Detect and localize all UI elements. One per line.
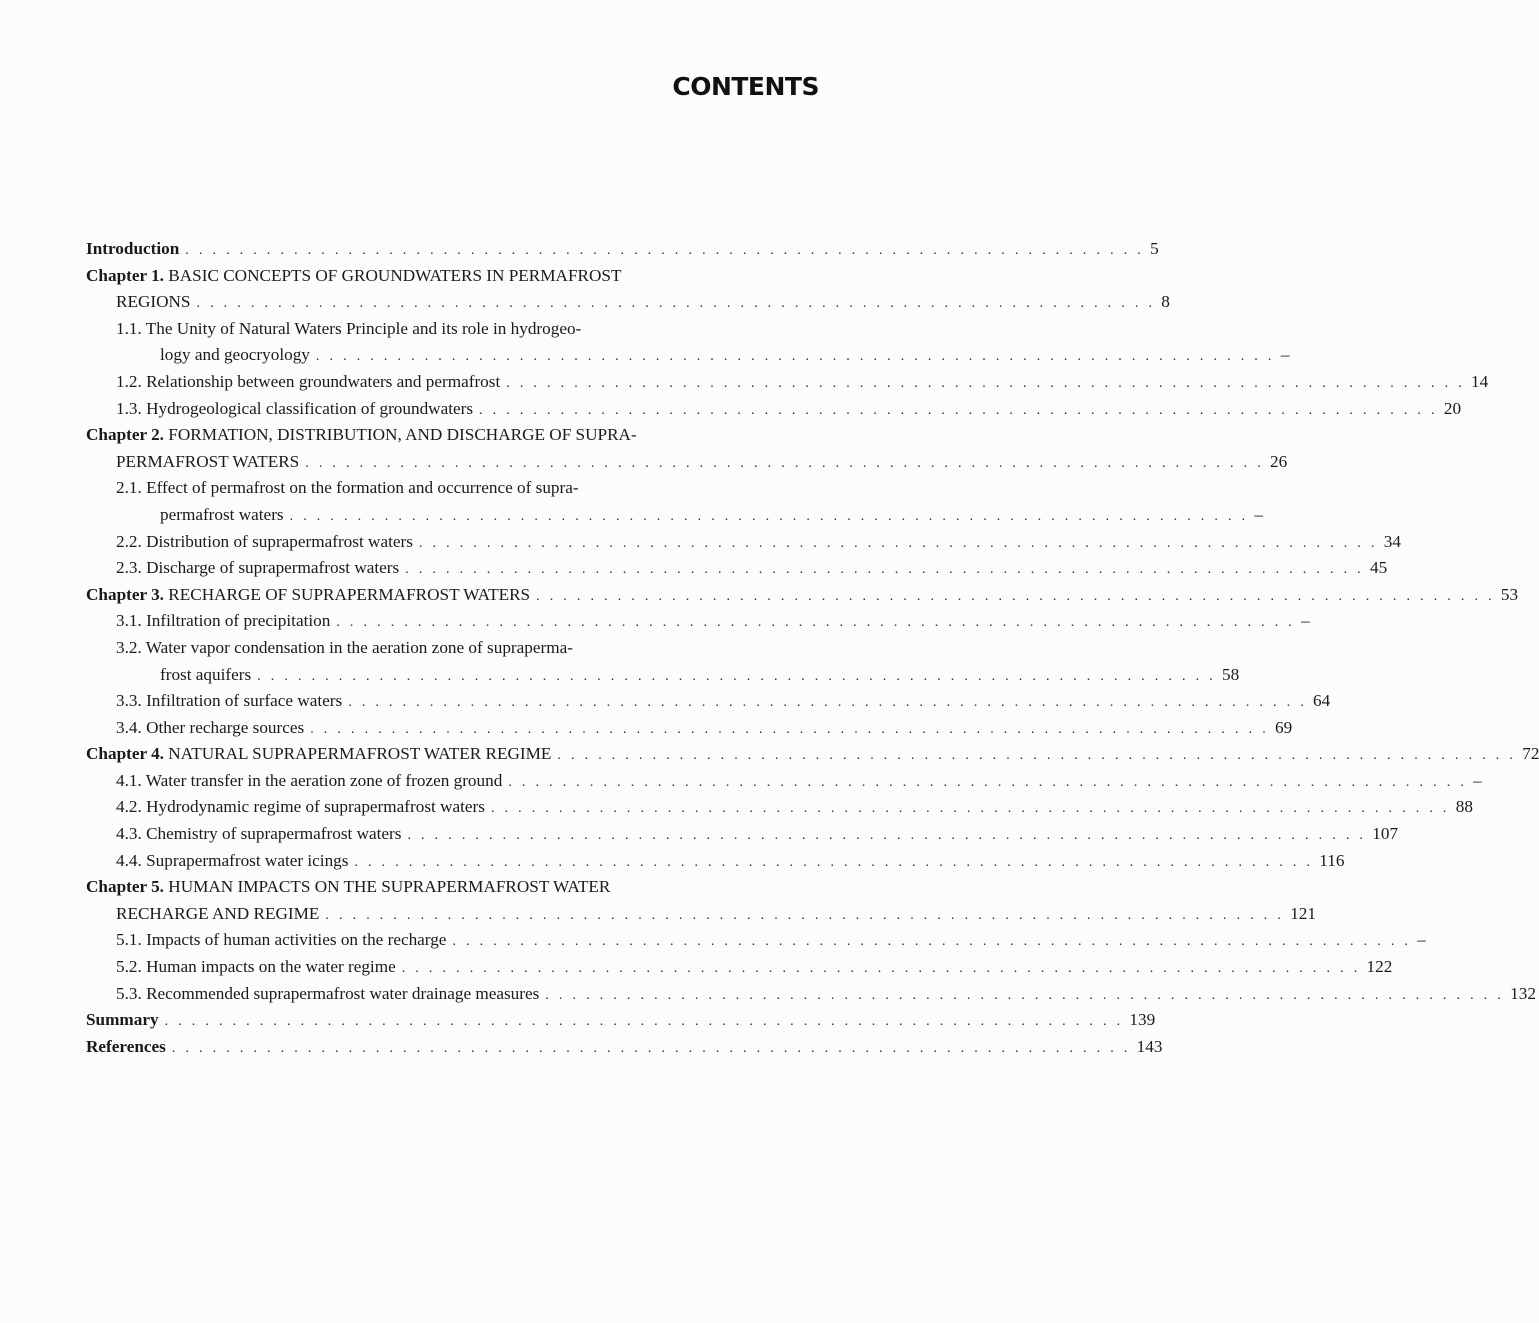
section-number: 4.3. bbox=[116, 824, 142, 844]
entry-label-bold: Chapter 3. bbox=[86, 584, 164, 604]
entry-title: NATURAL SUPRAPERMAFROST WATER REGIME bbox=[163, 744, 552, 764]
entry-title: Impacts of human activities on the recharge bbox=[141, 930, 447, 950]
toc-entry bbox=[86, 741, 1539, 768]
dot-leader: . . . . . . . . . . . . . . . . . . . . . . . . . . . . . . . . . . . . . . . . . . . . . . . . . . . . . . . . . . . . . . . . . . . . . . . bbox=[257, 668, 1216, 684]
dot-leader: . . . . . . . . . . . . . . . . . . . . . . . . . . . . . . . . . . . . . . . . . . . . . . . . . . . . . . . . . . . . . . . . . . . . . . . bbox=[452, 934, 1412, 950]
toc-entry bbox=[86, 662, 1240, 689]
section-number: 4.2. bbox=[116, 797, 142, 817]
dot-leader: . . . . . . . . . . . . . . . . . . . . . . . . . . . . . . . . . . . . . . . . . . . . . . . . . . . . . . . . . . . . . . . . . . . . . . . bbox=[315, 349, 1275, 365]
entry-title: HUMAN IMPACTS ON THE SUPRAPERMAFROST WATER bbox=[163, 877, 611, 897]
toc-entry bbox=[86, 715, 1293, 742]
toc-entry bbox=[86, 342, 1290, 369]
toc-entry bbox=[86, 582, 1519, 609]
entry-title: Water vapor condensation in the aeration zone of suprаperma- bbox=[141, 637, 573, 657]
dot-leader: . . . . . . . . . . . . . . . . . . . . . . . . . . . . . . . . . . . . . . . . . . . . . . . . . . . . . . . . . . . . . . . . . . . . . . . bbox=[490, 801, 1450, 817]
page-number: 58 bbox=[1221, 664, 1240, 684]
toc-entry bbox=[86, 263, 819, 290]
section-number: 3.2. bbox=[116, 637, 142, 657]
toc-entry bbox=[86, 555, 1388, 582]
dot-leader: . . . . . . . . . . . . . . . . . . . . . . . . . . . . . . . . . . . . . . . . . . . . . . . . . . . . . . . . . . . . . . . . . . . . . . . bbox=[545, 987, 1505, 1003]
page-number: – bbox=[1301, 611, 1310, 631]
toc-entry bbox=[86, 954, 1393, 981]
entry-title: Recommended suprapermafrost water drainage measures bbox=[141, 983, 540, 1003]
toc-entry bbox=[86, 688, 1331, 715]
entry-label-bold: Chapter 2. bbox=[86, 425, 164, 445]
toc-entry bbox=[86, 316, 819, 343]
dot-leader: . . . . . . . . . . . . . . . . . . . . . . . . . . . . . . . . . . . . . . . . . . . . . . . . . . . . . . . . . . . . . . . . . . . . . . . bbox=[405, 562, 1364, 578]
page-number: 132 bbox=[1510, 983, 1536, 1003]
entry-title: frost aquifers bbox=[160, 664, 252, 684]
entry-title: REGIONS bbox=[116, 292, 191, 312]
toc-entry bbox=[86, 1007, 1156, 1034]
page-number: 88 bbox=[1455, 797, 1473, 817]
toc-entry bbox=[86, 981, 1536, 1008]
page-number: 5 bbox=[1150, 239, 1159, 258]
page-number: 34 bbox=[1383, 531, 1401, 551]
entry-title: FORMATION, DISTRIBUTION, AND DISCHARGE OF SUPRA- bbox=[163, 425, 637, 445]
entry-title: Water transfer in the aeration zone of frozen ground bbox=[141, 770, 503, 790]
toc-entry bbox=[86, 874, 819, 901]
toc-entry bbox=[86, 608, 1310, 635]
entry-title: RECHARGE OF SUPRAPERMAFROST WATERS bbox=[163, 584, 531, 604]
section-number: 3.1. bbox=[116, 611, 142, 631]
page-number: 139 bbox=[1129, 1010, 1156, 1030]
section-number: 1.3. bbox=[116, 398, 142, 418]
entry-title: permafrost waters bbox=[160, 504, 284, 524]
entry-title: Discharge of suprapermafrost waters bbox=[141, 558, 400, 578]
section-number: 3.3. bbox=[116, 691, 142, 711]
entry-label-bold: Chapter 1. bbox=[86, 265, 164, 285]
entry-title: Effect of permafrost on the formation and occurrence of supra- bbox=[141, 478, 579, 498]
section-number: 2.2. bbox=[116, 531, 142, 551]
toc-entry bbox=[86, 848, 1345, 875]
entry-title: Hydrodynamic regime of suprapermafrost waters bbox=[141, 797, 485, 817]
page-number: 69 bbox=[1275, 717, 1293, 737]
entry-title: Hydrogeological classification of groundwaters bbox=[141, 398, 474, 418]
entry-title: Infiltration of surface waters bbox=[141, 691, 343, 711]
toc-entry bbox=[86, 821, 1399, 848]
dot-leader: . . . . . . . . . . . . . . . . . . . . . . . . . . . . . . . . . . . . . . . . . . . . . . . . . . . . . . . . . . . . . . . . . . . . . . . bbox=[164, 1014, 1124, 1030]
dot-leader: . . . . . . . . . . . . . . . . . . . . . . . . . . . . . . . . . . . . . . . . . . . . . . . . . . . . . . . . . . . . . . . . . . . . . . . bbox=[418, 535, 1378, 551]
entry-title: Relationship between groundwaters and permafrost bbox=[141, 371, 501, 391]
section-number: 2.3. bbox=[116, 558, 142, 578]
toc-entry bbox=[86, 369, 1489, 396]
table-of-contents bbox=[86, 236, 1539, 1060]
entry-title: Infiltration of precipitation bbox=[141, 611, 331, 631]
toc-entry bbox=[86, 396, 1462, 423]
toc-entry bbox=[86, 1034, 1163, 1061]
entry-title: Suprapermafrost water icings bbox=[141, 850, 349, 870]
page-number: 8 bbox=[1161, 292, 1170, 312]
dot-leader: . . . . . . . . . . . . . . . . . . . . . . . . . . . . . . . . . . . . . . . . . . . . . . . . . . . . . . . . . . . . . . . . . . . . . . . bbox=[305, 455, 1265, 471]
entry-title: Chemistry of suprapermafrost waters bbox=[141, 824, 402, 844]
entry-label-bold: References bbox=[86, 1036, 166, 1056]
section-number: 4.1. bbox=[116, 770, 142, 790]
page-number: – bbox=[1254, 504, 1264, 524]
page-title: CONTENTS bbox=[672, 72, 819, 101]
page-number: 143 bbox=[1136, 1036, 1163, 1056]
section-number: 5.2. bbox=[116, 957, 142, 977]
section-number: 2.1. bbox=[116, 478, 142, 498]
page-number: 14 bbox=[1471, 371, 1489, 391]
dot-leader: . . . . . . . . . . . . . . . . . . . . . . . . . . . . . . . . . . . . . . . . . . . . . . . . . . . . . . . . . . . . . . . . . . . . . . . bbox=[506, 375, 1466, 391]
page-number: 116 bbox=[1319, 850, 1345, 870]
dot-leader: . . . . . . . . . . . . . . . . . . . . . . . . . . . . . . . . . . . . . . . . . . . . . . . . . . . . . . . . . . . . . . . . . . . . . . . bbox=[171, 1040, 1131, 1056]
dot-leader: . . . . . . . . . . . . . . . . . . . . . . . . . . . . . . . . . . . . . . . . . . . . . . . . . . . . . . . . . . . . . . . . . . . . . . . bbox=[325, 907, 1285, 923]
dot-leader: . . . . . . . . . . . . . . . . . . . . . . . . . . . . . . . . . . . . . . . . . . . . . . . . . . . . . . . . . . . . . . . . . . . . . . . bbox=[185, 243, 1145, 258]
dot-leader: . . . . . . . . . . . . . . . . . . . . . . . . . . . . . . . . . . . . . . . . . . . . . . . . . . . . . . . . . . . . . . . . . . . . . . . bbox=[407, 828, 1367, 844]
dot-leader: . . . . . . . . . . . . . . . . . . . . . . . . . . . . . . . . . . . . . . . . . . . . . . . . . . . . . . . . . . . . . . . . . . . . . . . bbox=[310, 721, 1270, 737]
toc-entry bbox=[86, 502, 1264, 529]
section-number: 3.4. bbox=[116, 717, 142, 737]
section-number: 1.2. bbox=[116, 371, 142, 391]
entry-title: Distribution of suprapermafrost waters bbox=[141, 531, 413, 551]
entry-label-bold: Summary bbox=[86, 1010, 159, 1030]
section-number: 1.1. bbox=[116, 318, 142, 338]
page-number: – bbox=[1473, 770, 1482, 790]
entry-label-bold: Chapter 4. bbox=[86, 744, 164, 764]
page-number: 107 bbox=[1372, 824, 1399, 844]
dot-leader: . . . . . . . . . . . . . . . . . . . . . . . . . . . . . . . . . . . . . . . . . . . . . . . . . . . . . . . . . . . . . . . . . . . . . . . bbox=[348, 695, 1308, 711]
toc-entry bbox=[86, 529, 1401, 556]
page-number: 121 bbox=[1290, 903, 1316, 923]
toc-entry bbox=[86, 927, 1426, 954]
entry-title: BASIC CONCEPTS OF GROUNDWATERS IN PERMAFROST bbox=[163, 265, 622, 285]
dot-leader: . . . . . . . . . . . . . . . . . . . . . . . . . . . . . . . . . . . . . . . . . . . . . . . . . . . . . . . . . . . . . . . . . . . . . . . bbox=[508, 774, 1468, 790]
toc-entry bbox=[86, 901, 1316, 928]
entry-title: Other recharge sources bbox=[141, 717, 305, 737]
dot-leader: . . . . . . . . . . . . . . . . . . . . . . . . . . . . . . . . . . . . . . . . . . . . . . . . . . . . . . . . . . . . . . . . . . . . . . . bbox=[479, 402, 1438, 418]
toc-entry bbox=[86, 768, 1482, 795]
entry-title: PERMAFROST WATERS bbox=[116, 451, 300, 471]
page-number: 20 bbox=[1443, 398, 1462, 418]
section-number: 5.1. bbox=[116, 930, 142, 950]
toc-entry bbox=[86, 794, 1473, 821]
page-number: 122 bbox=[1366, 957, 1393, 977]
section-number: 5.3. bbox=[116, 983, 142, 1003]
page-number: 72 bbox=[1522, 744, 1539, 764]
page-number: 45 bbox=[1370, 558, 1388, 578]
page-number: – bbox=[1280, 345, 1290, 365]
entry-label-bold: Introduction bbox=[86, 239, 180, 258]
toc-entry bbox=[86, 475, 819, 502]
page-number: 64 bbox=[1313, 691, 1331, 711]
toc-entry bbox=[86, 449, 1288, 476]
dot-leader: . . . . . . . . . . . . . . . . . . . . . . . . . . . . . . . . . . . . . . . . . . . . . . . . . . . . . . . . . . . . . . . . . . . . . . . bbox=[401, 961, 1361, 977]
dot-leader: . . . . . . . . . . . . . . . . . . . . . . . . . . . . . . . . . . . . . . . . . . . . . . . . . . . . . . . . . . . . . . . . . . . . . . . bbox=[354, 854, 1314, 870]
entry-label-bold: Chapter 5. bbox=[86, 877, 164, 897]
page-number: – bbox=[1417, 930, 1426, 950]
page-number: 26 bbox=[1270, 451, 1288, 471]
entry-title: Human impacts on the water regime bbox=[141, 957, 396, 977]
toc-entry bbox=[86, 289, 1170, 316]
dot-leader: . . . . . . . . . . . . . . . . . . . . . . . . . . . . . . . . . . . . . . . . . . . . . . . . . . . . . . . . . . . . . . . . . . . . . . . bbox=[536, 588, 1495, 604]
entry-title: The Unity of Natural Waters Principle and its role in hydrogeo- bbox=[141, 318, 582, 338]
toc-entry bbox=[86, 236, 1159, 263]
dot-leader: . . . . . . . . . . . . . . . . . . . . . . . . . . . . . . . . . . . . . . . . . . . . . . . . . . . . . . . . . . . . . . . . . . . . . . . bbox=[557, 748, 1517, 764]
dot-leader: . . . . . . . . . . . . . . . . . . . . . . . . . . . . . . . . . . . . . . . . . . . . . . . . . . . . . . . . . . . . . . . . . . . . . . . bbox=[336, 615, 1296, 631]
toc-entry bbox=[86, 635, 819, 662]
dot-leader: . . . . . . . . . . . . . . . . . . . . . . . . . . . . . . . . . . . . . . . . . . . . . . . . . . . . . . . . . . . . . . . . . . . . . . . bbox=[196, 296, 1156, 312]
toc-entry bbox=[86, 422, 819, 449]
dot-leader: . . . . . . . . . . . . . . . . . . . . . . . . . . . . . . . . . . . . . . . . . . . . . . . . . . . . . . . . . . . . . . . . . . . . . . . bbox=[289, 508, 1249, 524]
page-number: 53 bbox=[1500, 584, 1519, 604]
entry-title: logy and geocryology bbox=[160, 345, 310, 365]
section-number: 4.4. bbox=[116, 850, 142, 870]
entry-title: RECHARGE AND REGIME bbox=[116, 903, 320, 923]
